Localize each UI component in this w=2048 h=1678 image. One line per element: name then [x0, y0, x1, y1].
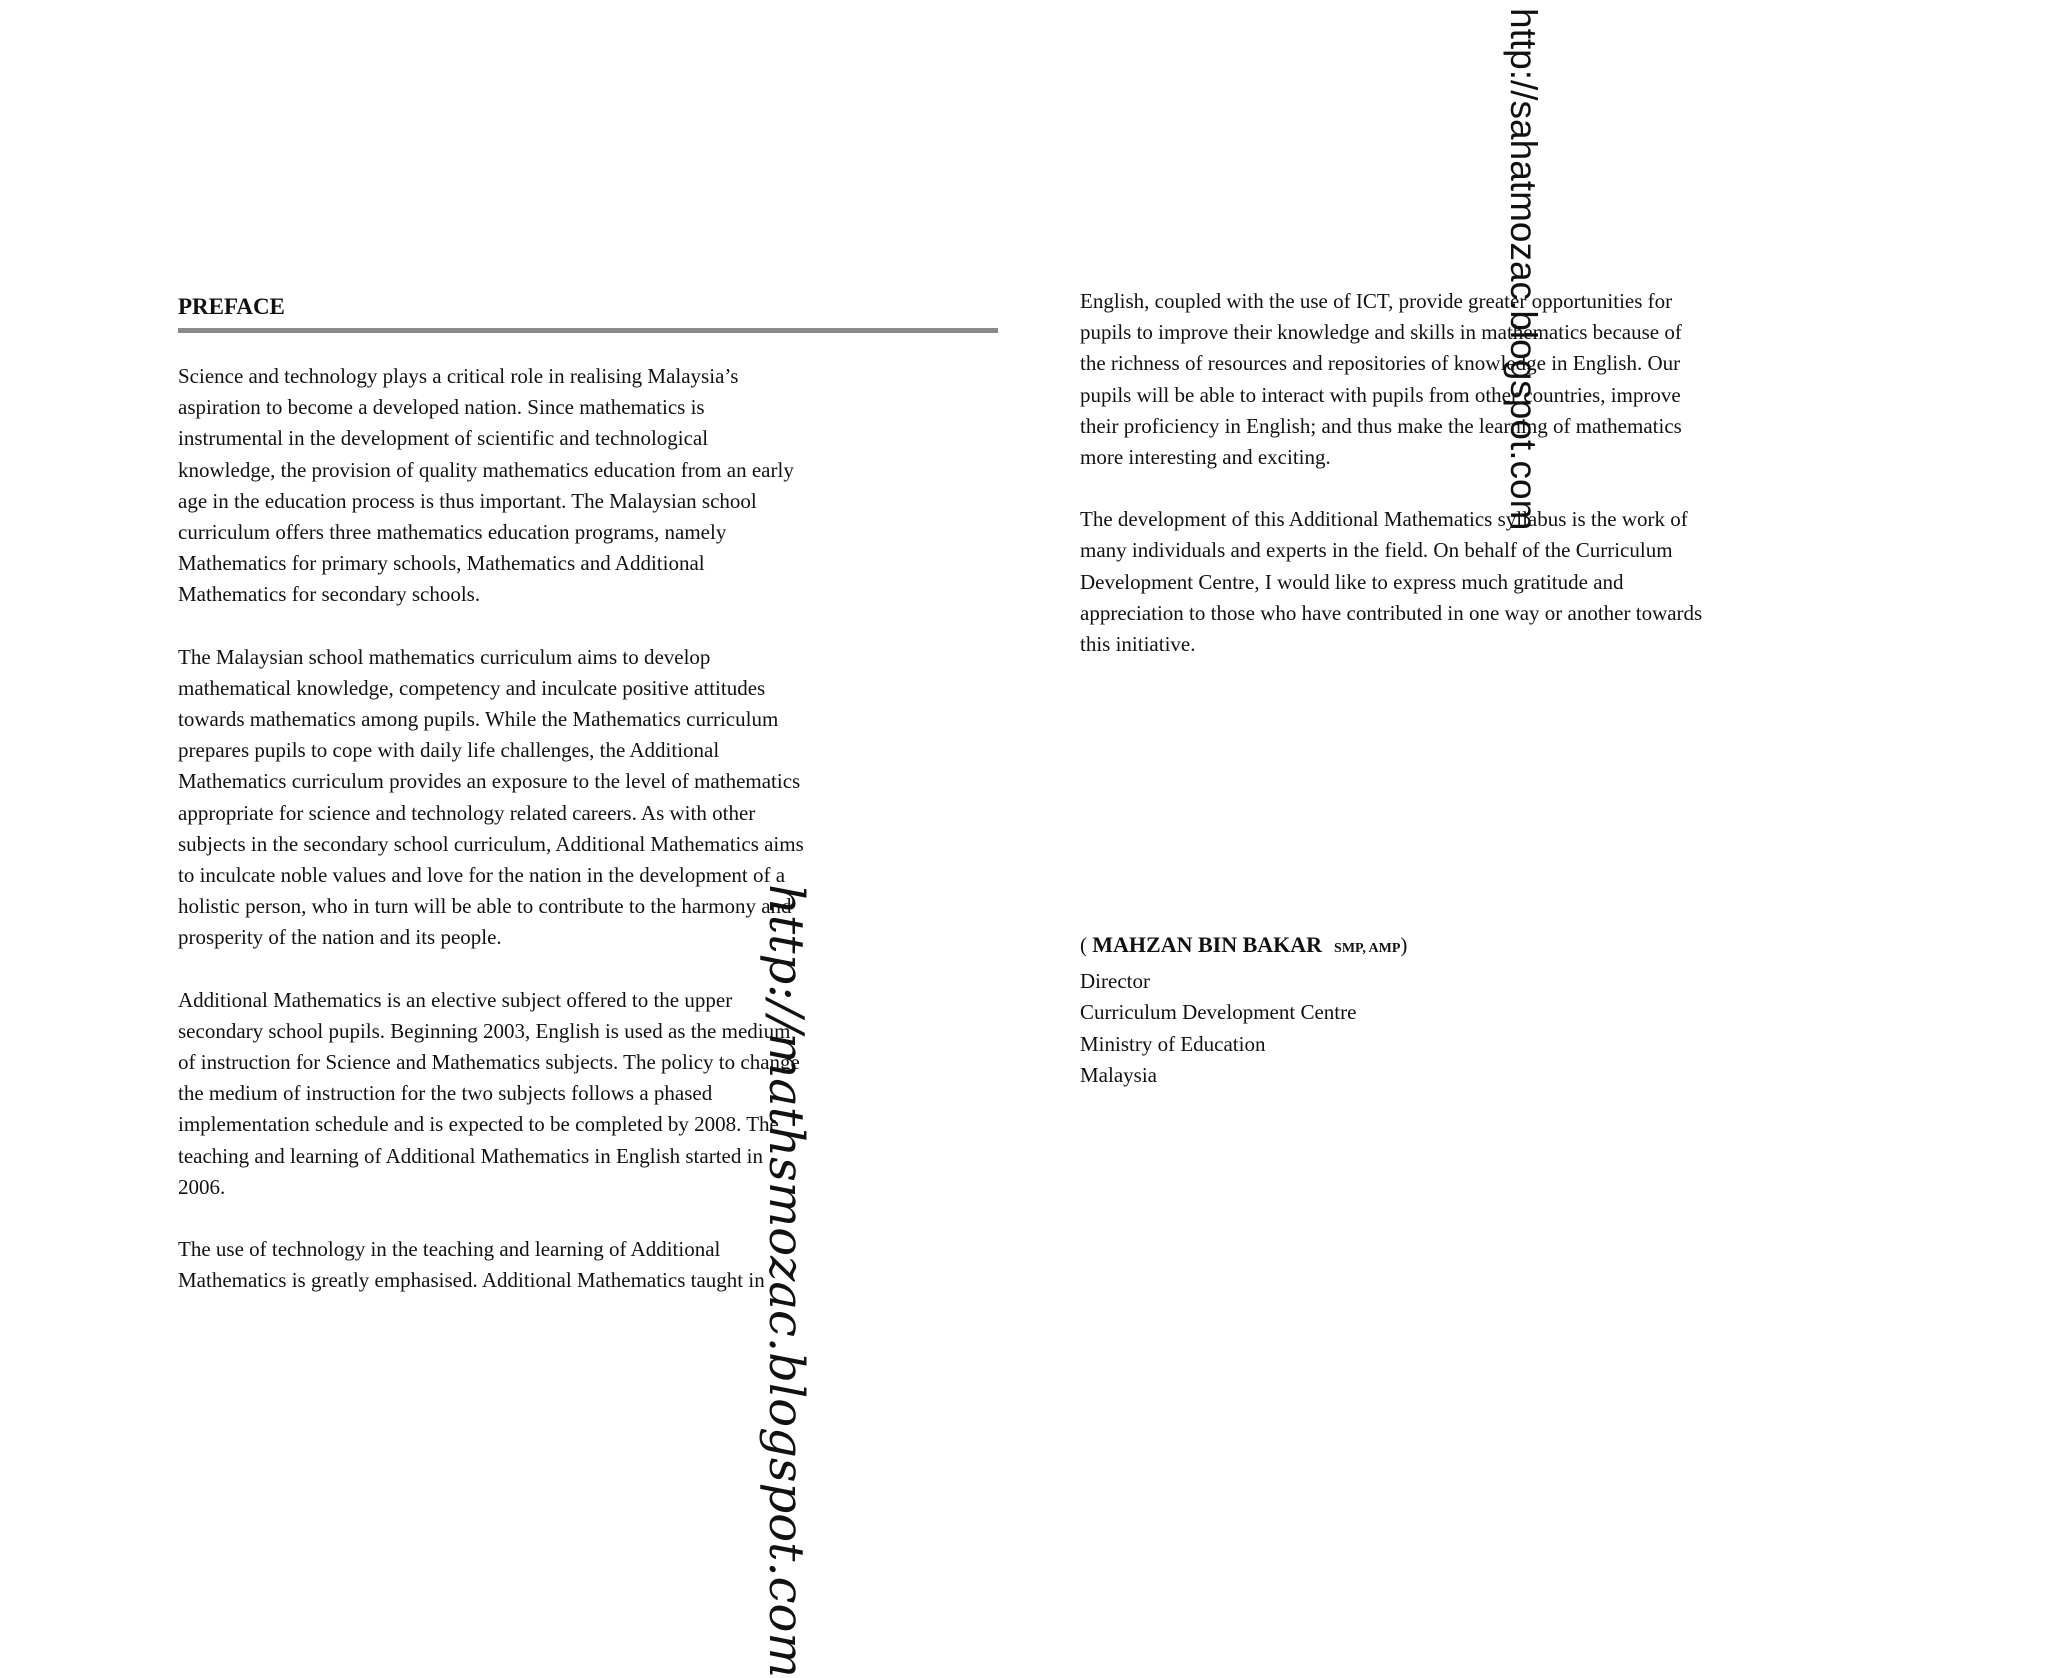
preface-paragraph-2: The Malaysian school mathematics curriculum aims to develop mathematical knowledge, competency and inculcate positive attitudes towards mathematics among pupils. While the Mathematics curriculum prepares pupils to cope with daily life challenges, the Additional Mathematics curriculum provides an exposure to the level of mathematics appropriate for science and technology related careers. As with other subjects in the secondary school curriculum, Additional Mathematics aims to inculcate noble values and love for the nation in the development of a holistic person, who in turn will be able to contribute to the harmony and prosperity of the nation and its people. [178, 644, 804, 950]
watermark-top: http://sahatmozac.blogspot.com [1503, 8, 1544, 531]
signatory-ministry: Ministry of Education [1080, 1031, 1266, 1056]
signatory-name-line [1080, 928, 1407, 966]
watermark-bottom: http://mathsmozac.blogspot.com [758, 884, 814, 1678]
open-paren: ( [1080, 933, 1093, 957]
signatory-honors: SMP, AMP [1334, 941, 1401, 956]
preface-paragraph-6: The development of this Additional Mathematics syllabus is the work of many individuals and experts in the field. On behalf of the Curriculum Development Centre, I would like to express much gratitude and appreciation to those who have contributed in one way or another towards this initiative. [1080, 507, 1703, 657]
preface-paragraph-4: The use of technology in the teaching and learning of Additional Mathematics is greatly emphasised. Additional Mathematics taught in [178, 1237, 765, 1293]
preface-paragraph-1: Science and technology plays a critical role in realising Malaysia’s aspiration to become a developed nation. Since mathematics is instrumental in the development of scientific and technological knowledge, the provision of quality mathematics education from an early age in the education process is thus important. The Malaysian school curriculum offers three mathematics education programs, namely Mathematics for primary schools, Mathematics and Additional Mathematics for secondary schools. [178, 364, 794, 607]
preface-left-column [178, 292, 1020, 1327]
close-paren: ) [1400, 933, 1408, 957]
signatory-name: MAHZAN BIN BAKAR [1092, 932, 1323, 957]
preface-paragraph-5: English, coupled with the use of ICT, provide greater opportunities for pupils to improve their knowledge and skills in mathematics because of the richness of resources and repositories of knowledge in English. Our pupils will be able to interact with pupils from other countries, improve their proficiency in English; and thus make the learning of mathematics more interesting and exciting. [1080, 289, 1682, 470]
heading-divider [178, 328, 998, 333]
signatory-title: Director [1080, 969, 1150, 993]
preface-paragraph-3: Additional Mathematics is an elective subject offered to the upper secondary school pupils. Beginning 2003, English is used as the medium of instruction for Science and Mathematics subjects. The policy to change the medium of instruction for the two subjects follows a phased implementation schedule and is expected to be completed by 2008. The teaching and learning of Additional Mathematics in English started in 2006. [178, 987, 800, 1199]
signatory-department: Curriculum Development Centre [1080, 1000, 1357, 1025]
signature-block [1080, 928, 1407, 1092]
preface-right-column [1080, 286, 1820, 691]
preface-heading: PREFACE [178, 294, 285, 319]
signatory-country: Malaysia [1080, 1063, 1157, 1088]
